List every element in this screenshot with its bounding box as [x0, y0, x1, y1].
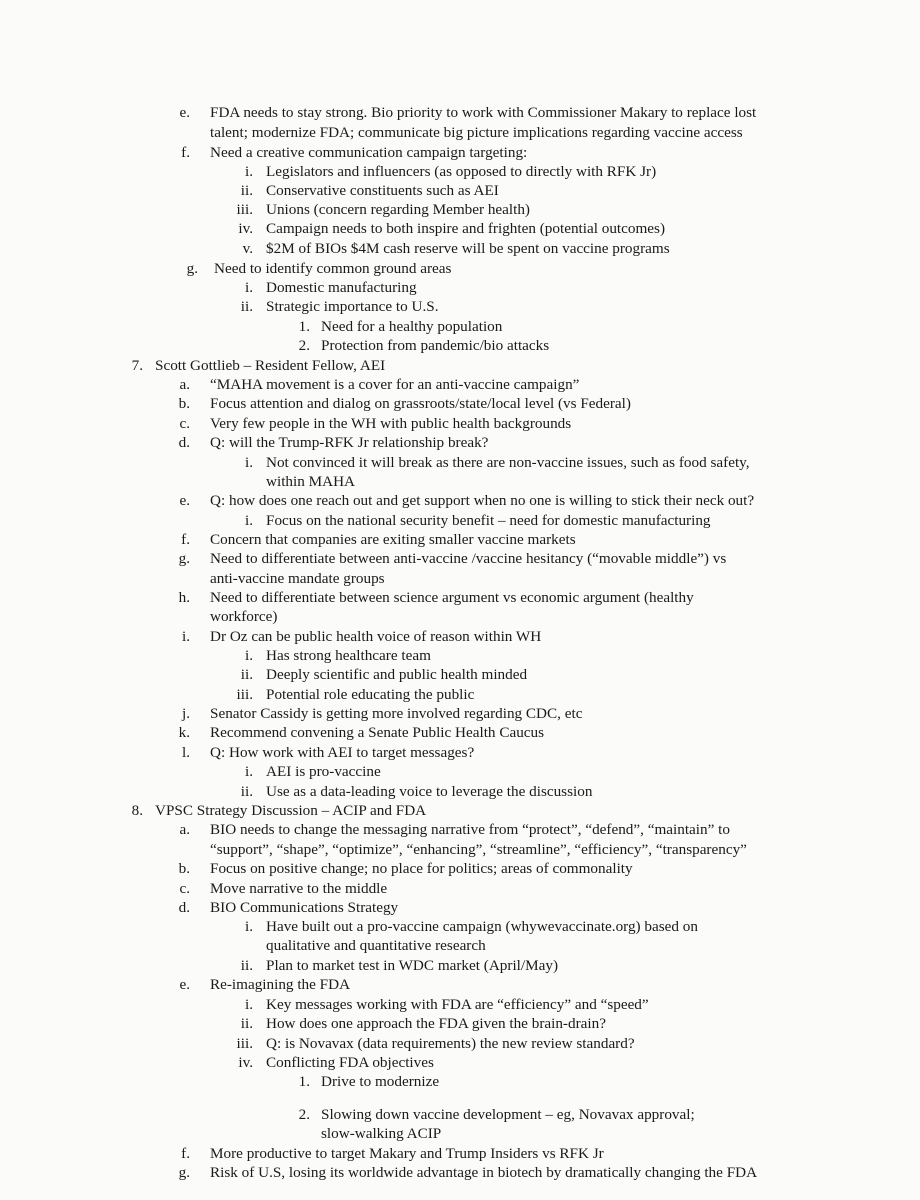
- list-marker: 2.: [298, 1106, 310, 1123]
- list-item-text: slow-walking ACIP: [321, 1125, 442, 1142]
- list-marker: e.: [179, 104, 190, 121]
- list-marker: a.: [179, 821, 190, 838]
- list-item-text: Scott Gottlieb – Resident Fellow, AEI: [155, 357, 386, 374]
- list-item-text: Plan to market test in WDC market (April/May): [266, 957, 559, 974]
- list-item-text: “MAHA movement is a cover for an anti-vaccine campaign”: [210, 376, 580, 393]
- list-marker: f.: [181, 1145, 190, 1162]
- list-marker: a.: [179, 376, 190, 393]
- list-marker: c.: [179, 415, 190, 432]
- list-marker: e.: [179, 492, 190, 509]
- list-marker: iii.: [236, 686, 253, 703]
- list-item-text: Q: how does one reach out and get support when no one is willing to stick their neck out?: [210, 492, 755, 509]
- list-marker: d.: [178, 434, 190, 451]
- list-marker: 7.: [131, 357, 143, 374]
- list-marker: k.: [178, 724, 190, 741]
- list-item-text: workforce): [210, 608, 278, 625]
- list-marker: b.: [178, 395, 190, 412]
- list-marker: iv.: [238, 1054, 253, 1071]
- list-item-text: anti-vaccine mandate groups: [210, 570, 385, 587]
- list-item-text: talent; modernize FDA; communicate big picture implications regarding vaccine access: [210, 124, 743, 141]
- list-marker: e.: [179, 976, 190, 993]
- list-item-text: Domestic manufacturing: [266, 279, 417, 296]
- list-marker: iii.: [236, 201, 253, 218]
- list-item-text: BIO needs to change the messaging narrative from “protect”, “defend”, “maintain” to: [210, 821, 730, 838]
- list-marker: d.: [178, 899, 190, 916]
- list-item-text: Slowing down vaccine development – eg, Novavax approval;: [321, 1106, 695, 1123]
- list-marker: ii.: [240, 666, 253, 683]
- list-marker: i.: [244, 996, 253, 1013]
- list-item-text: Q: is Novavax (data requirements) the new review standard?: [266, 1035, 635, 1052]
- list-item-text: Campaign needs to both inspire and frighten (potential outcomes): [266, 220, 665, 237]
- list-marker: i.: [244, 454, 253, 471]
- list-marker: i.: [244, 163, 253, 180]
- list-item-text: Has strong healthcare team: [266, 647, 431, 664]
- list-item-text: BIO Communications Strategy: [210, 899, 399, 916]
- list-item-text: within MAHA: [266, 473, 356, 490]
- list-marker: ii.: [240, 957, 253, 974]
- list-item-text: Dr Oz can be public health voice of reason within WH: [210, 628, 542, 645]
- list-item-text: qualitative and quantitative research: [266, 937, 486, 954]
- list-marker: ii.: [240, 298, 253, 315]
- list-item-text: Need a creative communication campaign targeting:: [210, 144, 528, 161]
- list-item-text: Focus on positive change; no place for politics; areas of commonality: [210, 860, 633, 877]
- list-item-text: Protection from pandemic/bio attacks: [321, 337, 550, 354]
- list-item-text: Recommend convening a Senate Public Health Caucus: [210, 724, 545, 741]
- list-item-text: $2M of BIOs $4M cash reserve will be spent on vaccine programs: [266, 240, 670, 257]
- list-marker: j.: [181, 705, 190, 722]
- list-item-text: Drive to modernize: [321, 1073, 440, 1090]
- list-item-text: Focus attention and dialog on grassroots/state/local level (vs Federal): [210, 395, 631, 412]
- list-item-text: Re-imagining the FDA: [210, 976, 351, 993]
- list-marker: f.: [181, 531, 190, 548]
- list-marker: 8.: [131, 802, 143, 819]
- list-item-text: Need to differentiate between science argument vs economic argument (healthy: [210, 589, 694, 606]
- list-marker: iii.: [236, 1035, 253, 1052]
- list-item-text: Need for a healthy population: [321, 318, 503, 335]
- list-item-text: Legislators and influencers (as opposed to directly with RFK Jr): [266, 163, 657, 180]
- list-item-text: Concern that companies are exiting smaller vaccine markets: [210, 531, 576, 548]
- list-marker: 1.: [298, 318, 310, 335]
- list-marker: i.: [244, 647, 253, 664]
- list-item-text: Move narrative to the middle: [210, 880, 388, 897]
- list-item-text: Senator Cassidy is getting more involved regarding CDC, etc: [210, 705, 583, 722]
- list-item-text: How does one approach the FDA given the brain-drain?: [266, 1015, 606, 1032]
- list-item-text: FDA needs to stay strong. Bio priority to work with Commissioner Makary to replace lost: [210, 104, 757, 121]
- list-marker: ii.: [240, 182, 253, 199]
- list-item-text: Potential role educating the public: [266, 686, 475, 703]
- list-item-text: More productive to target Makary and Trump Insiders vs RFK Jr: [210, 1145, 604, 1162]
- list-marker: g.: [186, 260, 198, 277]
- list-marker: i.: [244, 279, 253, 296]
- list-marker: 2.: [298, 337, 310, 354]
- list-item-text: Need to differentiate between anti-vaccine /vaccine hesitancy (“movable middle”) vs: [210, 550, 727, 567]
- list-item-text: Risk of U.S, losing its worldwide advantage in biotech by dramatically changing the FDA: [210, 1164, 758, 1181]
- list-marker: h.: [178, 589, 190, 606]
- list-item-text: Need to identify common ground areas: [214, 260, 452, 277]
- list-item-text: VPSC Strategy Discussion – ACIP and FDA: [155, 802, 427, 819]
- list-marker: 1.: [298, 1073, 310, 1090]
- list-marker: i.: [244, 918, 253, 935]
- list-marker: c.: [179, 880, 190, 897]
- list-marker: g.: [178, 1164, 190, 1181]
- list-marker: g.: [178, 550, 190, 567]
- list-marker: f.: [181, 144, 190, 161]
- list-item-text: Very few people in the WH with public health backgrounds: [210, 415, 572, 432]
- list-item-text: AEI is pro-vaccine: [266, 763, 381, 780]
- list-item-text: Have built out a pro-vaccine campaign (whywevaccinate.org) based on: [266, 918, 698, 935]
- list-item-text: Use as a data-leading voice to leverage the discussion: [266, 783, 593, 800]
- list-item-text: Not convinced it will break as there are non-vaccine issues, such as food safety,: [266, 454, 750, 471]
- list-item-text: Q: How work with AEI to target messages?: [210, 744, 475, 761]
- list-item-text: Conflicting FDA objectives: [266, 1054, 434, 1071]
- list-item-text: Unions (concern regarding Member health): [266, 201, 530, 218]
- list-item-text: Key messages working with FDA are “efficiency” and “speed”: [266, 996, 649, 1013]
- list-item-text: Strategic importance to U.S.: [266, 298, 439, 315]
- list-marker: v.: [242, 240, 253, 257]
- list-marker: iv.: [238, 220, 253, 237]
- list-marker: i.: [244, 512, 253, 529]
- list-item-text: Conservative constituents such as AEI: [266, 182, 499, 199]
- list-item-text: Q: will the Trump-RFK Jr relationship break?: [210, 434, 489, 451]
- list-marker: i.: [244, 763, 253, 780]
- list-marker: ii.: [240, 1015, 253, 1032]
- list-marker: l.: [181, 744, 190, 761]
- list-item-text: Focus on the national security benefit – need for domestic manufacturing: [266, 512, 711, 529]
- list-marker: b.: [178, 860, 190, 877]
- list-item-text: Deeply scientific and public health minded: [266, 666, 528, 683]
- list-marker: i.: [181, 628, 190, 645]
- list-marker: ii.: [240, 783, 253, 800]
- list-item-text: “support”, “shape”, “optimize”, “enhancing”, “streamline”, “efficiency”, “transparency”: [210, 841, 747, 858]
